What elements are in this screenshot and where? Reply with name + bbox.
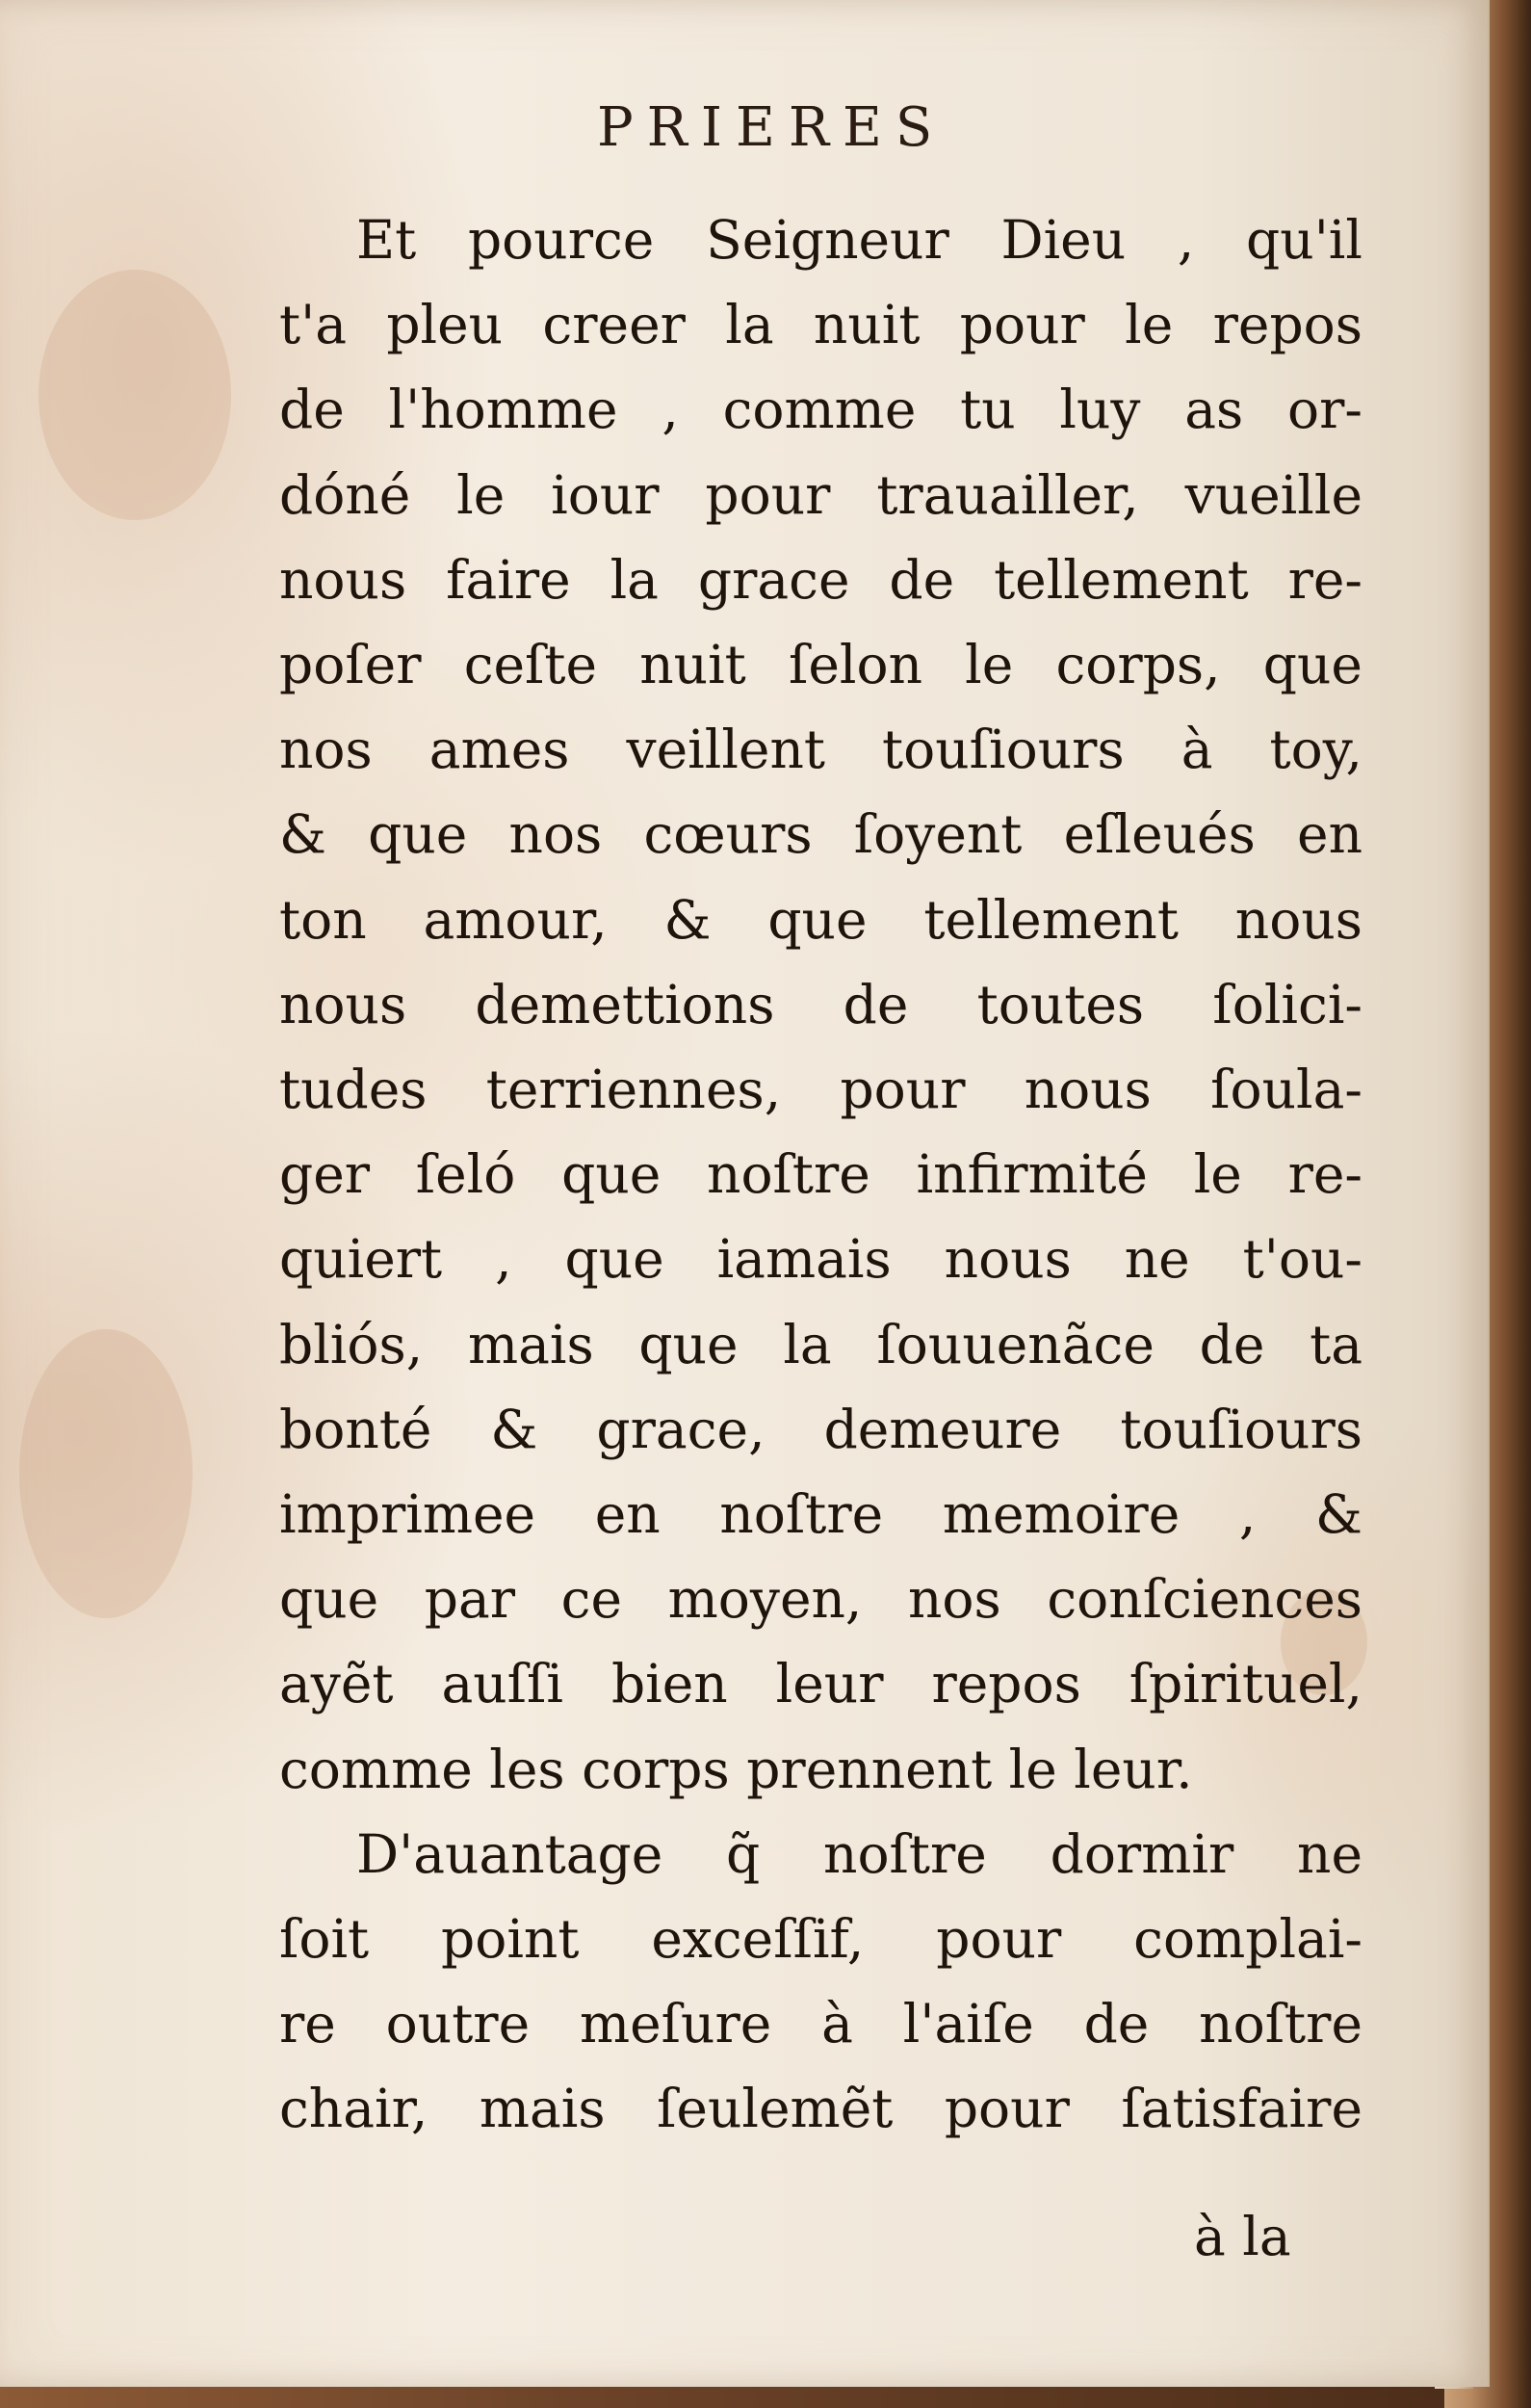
paper-stain: [39, 270, 231, 520]
text-line: D'auantage q̃ noſtre dormir ne: [356, 1822, 1362, 1885]
text-line: & que nos cœurs ſoyent eſleués en: [279, 803, 1362, 866]
text-line: tudes terriennes, pour nous ſoula-: [279, 1059, 1362, 1121]
body-text: [279, 197, 1362, 2152]
text-line: poſer ceſte nuit ſelon le corps, que: [279, 634, 1362, 696]
text-line: ayẽt auſſi bien leur repos ſpirituel,: [279, 1653, 1362, 1715]
text-line: ton amour, & que tellement nous: [279, 888, 1362, 951]
paper-stain: [19, 1329, 193, 1618]
text-line: nos ames veillent touſiours à toy,: [279, 719, 1362, 781]
text-line: ſoit point exceſſif, pour complai-: [279, 1908, 1362, 1971]
text-line: nous faire la grace de tellement re-: [279, 548, 1362, 611]
text-line: dóné le iour pour trauailler, vueille: [279, 463, 1362, 526]
catchword: à la: [1194, 2206, 1291, 2267]
text-line: t'a pleu creer la nuit pour le repos: [279, 294, 1362, 356]
text-line: imprimee en noſtre memoire , &: [279, 1483, 1362, 1546]
text-line: quiert , que iamais nous ne t'ou-: [279, 1228, 1362, 1291]
text-line: que par ce moyen, nos conſciences: [279, 1568, 1362, 1631]
text-line: nous demettions de toutes ſolici-: [279, 973, 1362, 1035]
text-line: ger ſeló que noſtre infirmité le re-: [279, 1143, 1362, 1206]
text-line: chair, mais ſeulemẽt pour ſatisfaire: [279, 2078, 1362, 2140]
text-line: re outre meſure à l'aiſe de noſtre: [279, 1993, 1362, 2055]
text-line: de l'homme , comme tu luy as or-: [279, 379, 1362, 441]
text-line: bliós, mais que la ſouuenãce de ta: [279, 1313, 1362, 1375]
text-line: comme les corps prennent le leur.: [279, 1738, 1193, 1800]
text-line: bonté & grace, demeure touſiours: [279, 1398, 1362, 1460]
text-line: Et pource Seigneur Dieu , qu'il: [356, 209, 1362, 271]
running-head: PRIERES: [597, 96, 947, 159]
